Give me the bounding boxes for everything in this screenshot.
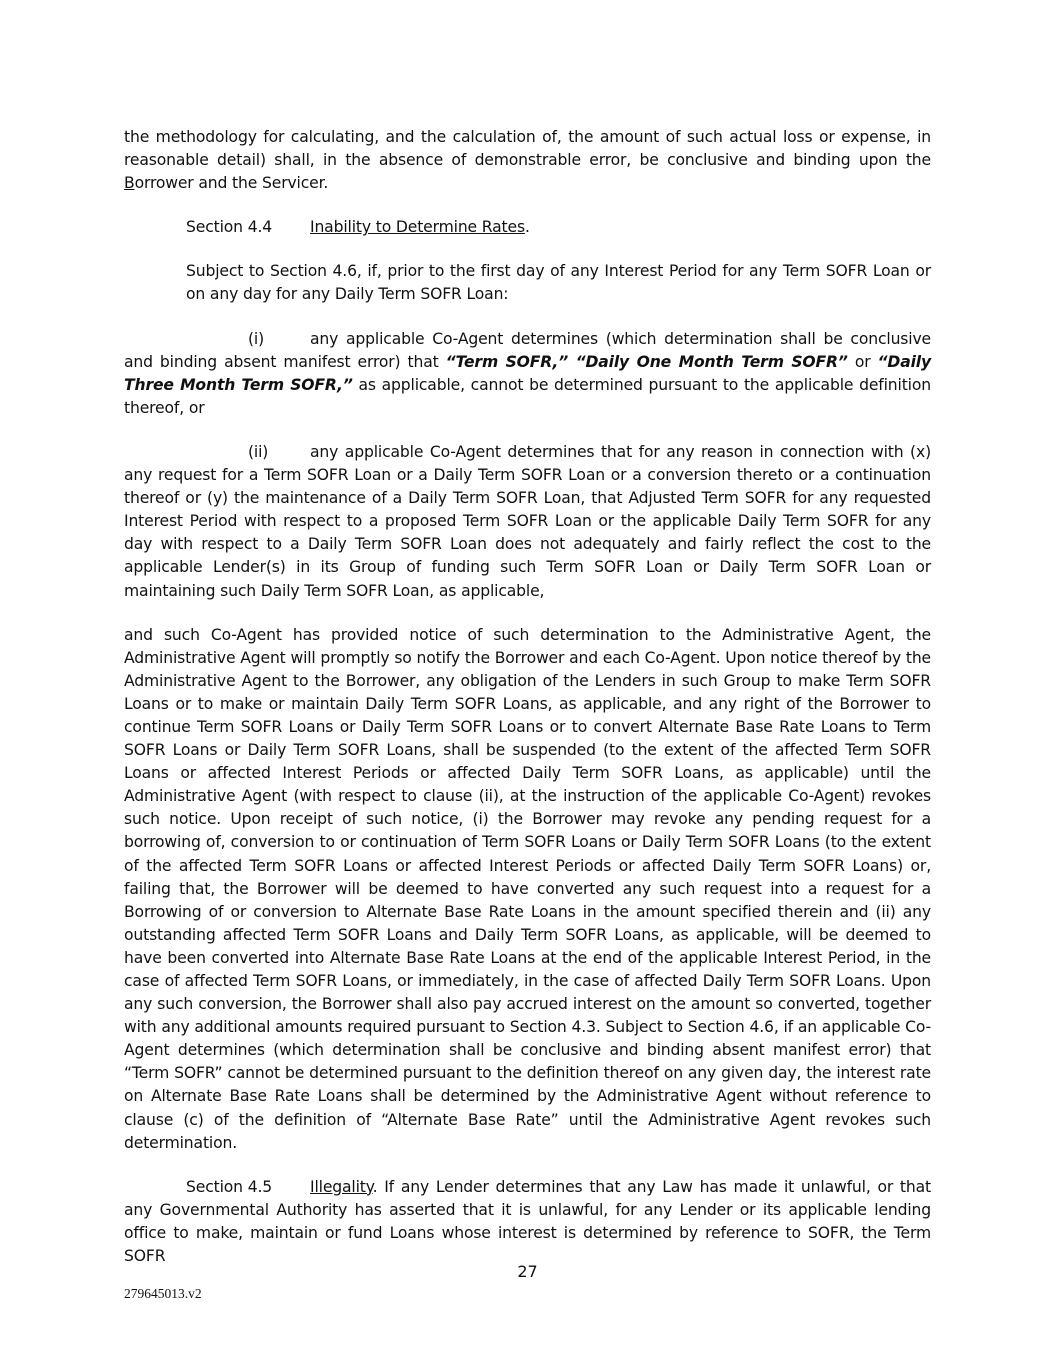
section-4-4-heading [186,216,931,239]
clause-i-text-end: as applicable, cannot be determined pursuant to the applicable definition thereof, or [124,375,931,417]
clause-ii-paragraph [124,441,931,603]
section-4-4-title-period: . [524,218,530,237]
main-paragraph: and such Co-Agent has provided notice of such determination to the Administrative Agent, the Administrative Agent will promptly so notify the Borrower and each Co-Agent. Upon notice thereof by the Administrative Agent to the Borrower, any obligation of the Lenders in such Group to make Term SOFR Loans or to make or maintain Daily Term SOFR Loans, as applicable, and any right of the Borrower to continue Term SOFR Loans or Daily Term SOFR Loans or to convert Alternate Base Rate Loans to Term SOFR Loans or Daily Term SOFR Loans, shall be suspended (to the extent of the affected Term SOFR Loans or affected Interest Periods or affected Daily Term SOFR Loans, as applicable) until the Administrative Agent (with respect to clause (ii), at the instruction of the applicable Co-Agent) revokes such notice. Upon receipt of such notice, (i) the Borrower may revoke any pending request for a borrowing of, conversion to or continuation of Term SOFR Loans or Daily Term SOFR Loans (to the extent of the affected Term SOFR Loans or affected Interest Periods or affected Daily Term SOFR Loans) or, failing that, the Borrower will be deemed to have converted any such request into a request for a Borrowing of or conversion to Alternate Base Rate Loans in the amount specified therein and (ii) any outstanding affected Term SOFR Loans and Daily Term SOFR Loans, as applicable, will be deemed to have been converted into Alternate Base Rate Loans at the end of the applicable Interest Period, in the case of affected Term SOFR Loans, or immediately, in the case of affected Daily Term SOFR Loans. Upon any such conversion, the Borrower shall also pay accrued interest on the amount so converted, together with any additional amounts required pursuant to Section 4.3. Subject to Section 4.6, if an applicable Co-Agent determines (which determination shall be conclusive and binding absent manifest error) that “Term SOFR” cannot be determined pursuant to the definition thereof on any given day, the interest rate on Alternate Base Rate Loans shall be determined by the Administrative Agent without reference to clause (c) of the definition of “Alternate Base Rate” until the Administrative Agent revokes such determination. [124,625,931,1152]
section-4-4-title: Inability to Determine Rates [310,218,525,237]
section-4-4-lead-paragraph: Subject to Section 4.6, if, prior to the first day of any Interest Period for any Term SOFR Loan or on any day for any Daily Term SOFR Loan: [186,262,931,304]
clause-i-text: any applicable Co-Agent determines (which determination shall be conclusive and binding absent manifest error) that [124,329,931,371]
clause-i-defined-terms: “Term SOFR,” “Daily One Month Term SOFR” [445,352,848,371]
clause-i-label: (i) [248,329,265,348]
section-4-5-number: Section 4.5 [186,1177,273,1196]
intro-paragraph [124,126,931,195]
intro-underlined-letter: B [124,174,135,193]
intro-text-end: orrower and the Servicer. [134,174,329,193]
clause-i-paragraph [124,328,931,420]
clause-i-defined-term-three-month: “Daily Three Month Term SOFR,” [124,352,931,394]
clause-i-or: or [847,352,878,371]
intro-text: the methodology for calculating, and the calculation of, the amount of such actual loss or expense, in reasonable detail) shall, in the absence of demonstrable error, be conclusive and binding upon the [124,128,931,170]
clause-ii-text: any applicable Co-Agent determines that for any reason in connection with (x) any request for a Term SOFR Loan or a Daily Term SOFR Loan or a conversion thereto or a continuation thereof or (y) the maintenance of a Daily Term SOFR Loan, that Adjusted Term SOFR for any requested Interest Period with respect to a proposed Term SOFR Loan or the applicable Daily Term SOFR for any day with respect to a Daily Term SOFR Loan does not adequately and fairly reflect the cost to the applicable Lender(s) in its Group of funding such Term SOFR Loan or Daily Term SOFR Loan or maintaining such Daily Term SOFR Loan, as applicable, [124,442,931,600]
section-4-4-number: Section 4.4 [186,218,273,237]
document-body [124,126,931,1268]
document-id: 279645013.v2 [124,1286,202,1301]
page-number: 27 [517,1262,538,1281]
section-4-5-title: Illegality [310,1177,373,1196]
section-4-5-paragraph [124,1176,931,1268]
section-4-5-text: . If any Lender determines that any Law has made it unlawful, or that any Governmental Authority has asserted that it is unlawful, for any Lender or its applicable lending office to make, maintain or fund Loans whose interest is determined by reference to SOFR, the Term SOFR [124,1177,931,1266]
clause-ii-label: (ii) [248,442,269,461]
